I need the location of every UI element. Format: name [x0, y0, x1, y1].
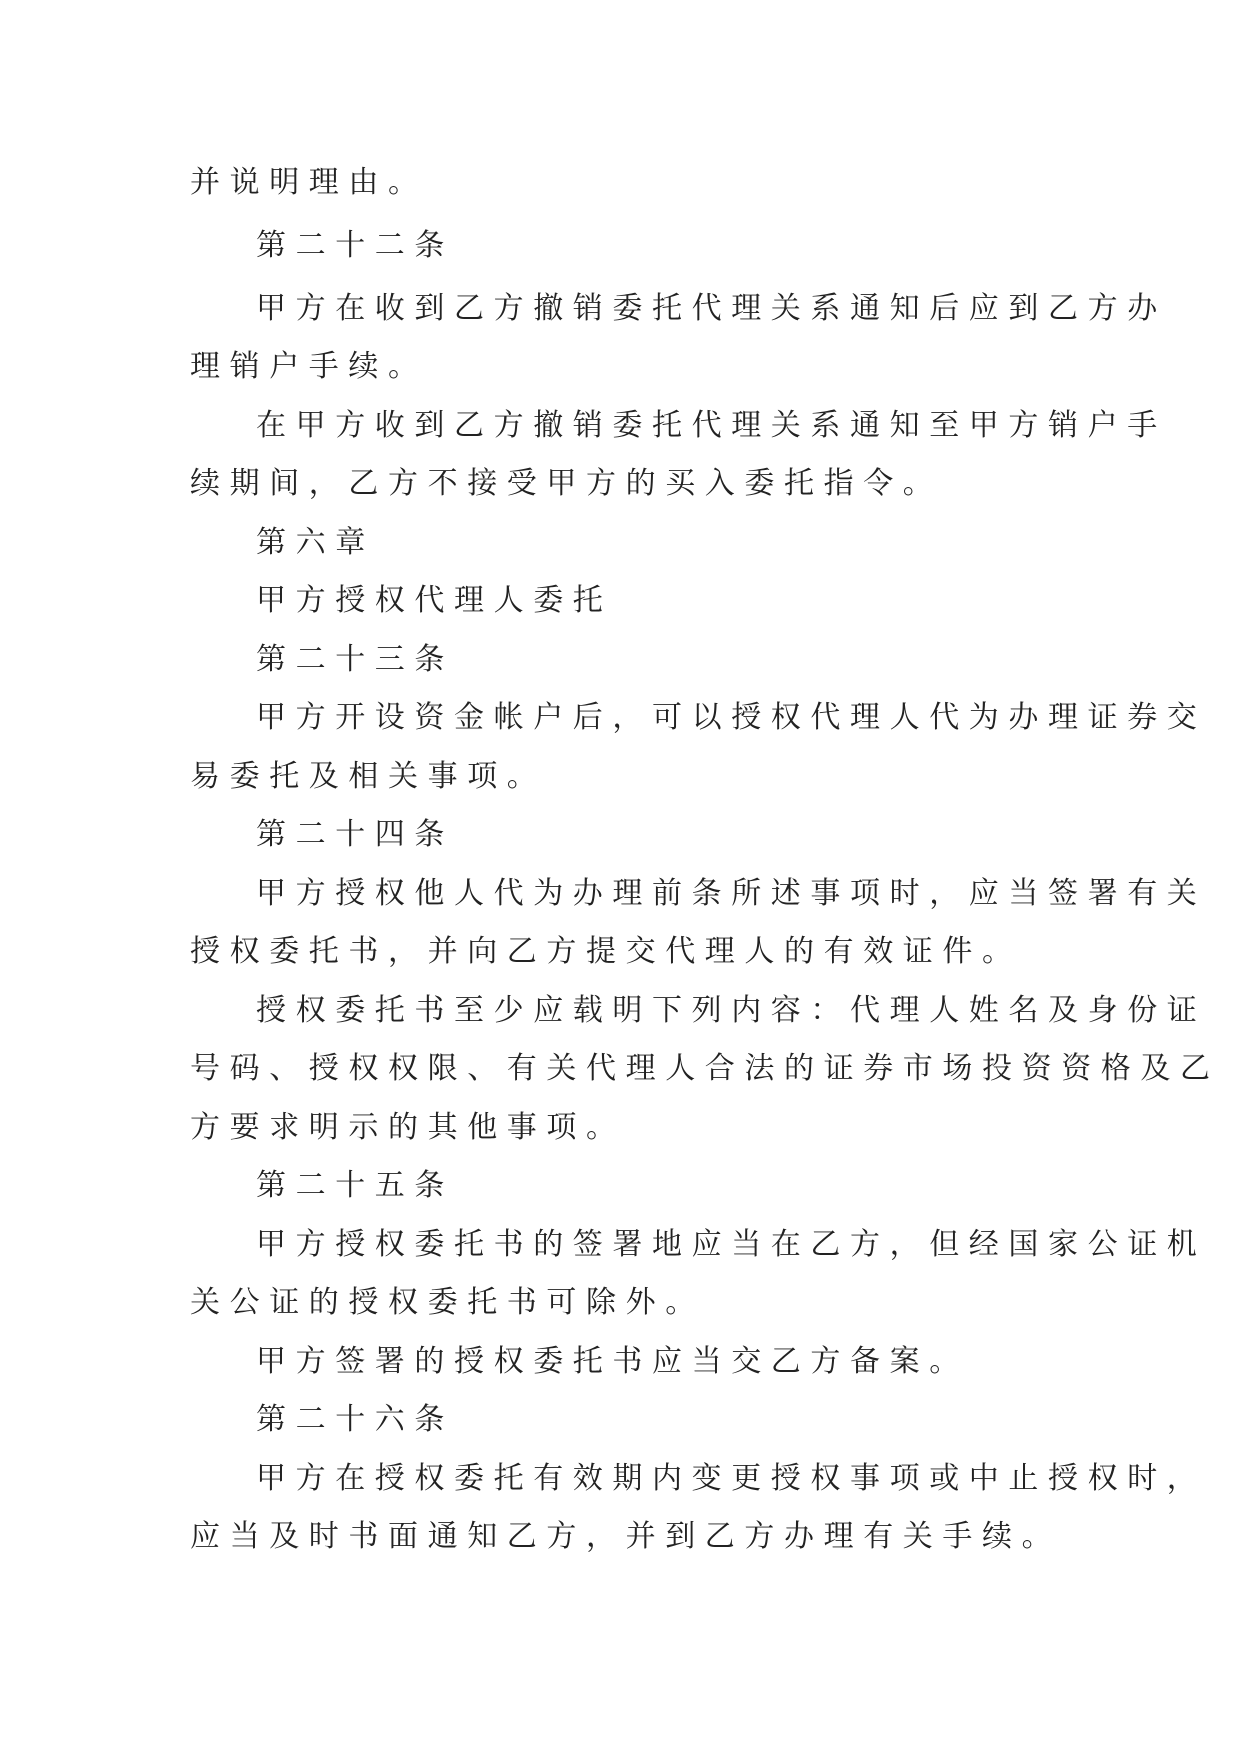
- article-heading: 第二十四条: [256, 817, 454, 852]
- text-line: 甲方授权委托书的签署地应当在乙方，但经国家公证机: [256, 1227, 1207, 1262]
- text-line: 甲方在授权委托有效期内变更授权事项或中止授权时，: [256, 1461, 1207, 1496]
- text-line: 续期间，乙方不接受甲方的买入委托指令。: [190, 466, 943, 501]
- text-line: 在甲方收到乙方撤销委托代理关系通知至甲方销户手: [256, 408, 1167, 443]
- text-line: 应当及时书面通知乙方，并到乙方办理有关手续。: [190, 1519, 1062, 1554]
- text-line: 方要求明示的其他事项。: [190, 1110, 626, 1145]
- article-heading: 第二十三条: [256, 642, 454, 677]
- article-heading: 第二十二条: [256, 228, 454, 263]
- article-heading: 第二十五条: [256, 1168, 454, 1203]
- text-line: 理销户手续。: [190, 349, 428, 384]
- text-line: 关公证的授权委托书可除外。: [190, 1285, 705, 1320]
- article-heading: 第二十六条: [256, 1402, 454, 1437]
- chapter-title: 甲方授权代理人委托: [256, 583, 613, 618]
- text-line: 甲方在收到乙方撤销委托代理关系通知后应到乙方办: [256, 291, 1167, 326]
- text-line: 授权委托书至少应载明下列内容：代理人姓名及身份证: [256, 993, 1207, 1028]
- text-line: 易委托及相关事项。: [190, 759, 547, 794]
- text-line: 授权委托书，并向乙方提交代理人的有效证件。: [190, 934, 1022, 969]
- text-line: 号码、授权权限、有关代理人合法的证券市场投资资格及乙: [190, 1051, 1220, 1086]
- text-line: 甲方签署的授权委托书应当交乙方备案。: [256, 1344, 969, 1379]
- text-line: 甲方开设资金帐户后，可以授权代理人代为办理证券交: [256, 700, 1207, 735]
- chapter-heading: 第六章: [256, 525, 375, 560]
- text-line: 并说明理由。: [190, 165, 428, 200]
- text-line: 甲方授权他人代为办理前条所述事项时，应当签署有关: [256, 876, 1207, 911]
